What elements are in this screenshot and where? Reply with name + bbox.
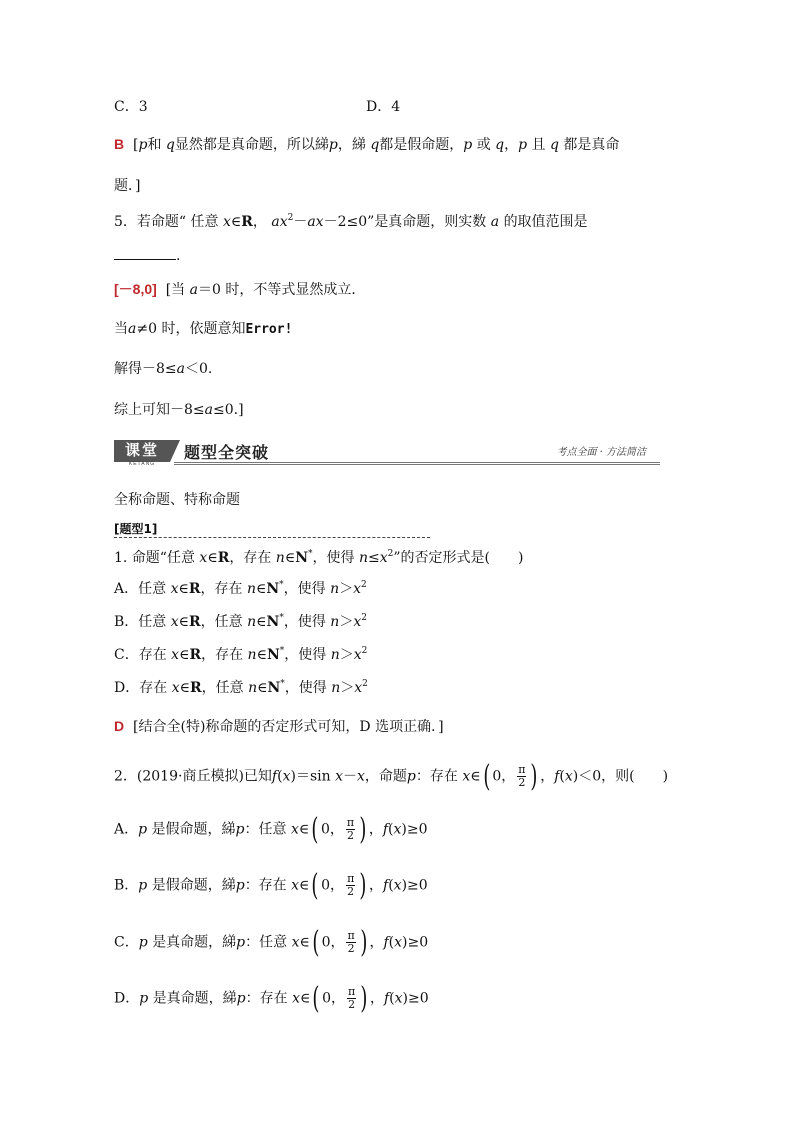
answer-5-line4: 综上可知－8≤a≤0.] (114, 402, 244, 418)
q2-option-c[interactable]: C．p 是真命题，綈p：任意 x∈( 0， $\frac{\pi}{2}$ ) ，f(x)≥0 (114, 924, 429, 960)
q2-option-b[interactable]: B．p 是假命题，綈p：存在 x∈( 0， $\frac{\pi}{2}$ ) ，f(x)≥0 (114, 867, 428, 903)
q2-option-a[interactable]: A．p 是假命题，綈p：任意 x∈( 0， $\frac{\pi}{2}$ ) ，f(x)≥0 (114, 811, 428, 847)
answer-5-line1: [－8,0] [当 a＝0 时，不等式显然成立． (114, 281, 366, 298)
question-5: 5．若命题“ 任意 x∈R， $ax^2-ax-2\le 0$”是真命题，则实数 a 的取值范围是 (114, 213, 588, 230)
option-c: C．3 (114, 99, 148, 115)
question-5-blank: . (114, 246, 180, 265)
q1-option-a[interactable]: A．任意 x∈R，存在 n∈N*，使得 $n>x^2$ (114, 580, 367, 597)
question-2: 2．(2019·商丘模拟)已知f(x)＝sin x－x，命题p：存在 x∈( 0， $\frac{\pi}{2}$ ) ，f(x)＜0，则( ) (114, 758, 669, 794)
q1-option-d[interactable]: D．存在 x∈R，任意 n∈N*，使得 $n>x^2$ (114, 679, 368, 696)
question-1: 1. 命题“任意 x∈R，存在 n∈N*，使得 $n\le x^2$”的否定形式是( ) (114, 549, 524, 566)
answer-1: D [结合全(特)称命题的否定形式可知，D 选项正确．] (114, 718, 444, 735)
q1-option-b[interactable]: B．任意 x∈R，任意 n∈N*，使得 $n>x^2$ (114, 613, 367, 630)
banner-label: 课堂 (114, 440, 170, 462)
section-banner (114, 438, 660, 468)
q1-option-c[interactable]: C．存在 x∈R，存在 n∈N*，使得 $n>x^2$ (114, 646, 368, 663)
answer-4-line2: 题．] (114, 178, 141, 194)
banner-right-text: 考点全面 · 方法简洁 (556, 447, 646, 458)
topic-divider (114, 537, 430, 538)
option-d: D．4 (366, 99, 401, 115)
topic-tag: [题型1] (114, 522, 158, 536)
banner-sub: KETANG (128, 461, 156, 467)
answer-5-line2: 当a≠0 时，依题意知Error! (114, 321, 293, 337)
section-title: 全称命题、特称命题 (114, 492, 240, 508)
answer-4-line1: B [p和 q显然都是真命题，所以綈p，綈 q都是假命题，p 或 q，p 且 q 都是真命 (114, 136, 620, 153)
banner-rule (174, 462, 660, 465)
answer-letter: B (114, 136, 125, 152)
q2-option-d[interactable]: D．p 是真命题，綈p：存在 x∈( 0， $\frac{\pi}{2}$ ) ，f(x)≥0 (114, 980, 429, 1016)
answer-5-line3: 解得－8≤a＜0. (114, 361, 213, 377)
banner-title: 题型全突破 (184, 443, 270, 462)
